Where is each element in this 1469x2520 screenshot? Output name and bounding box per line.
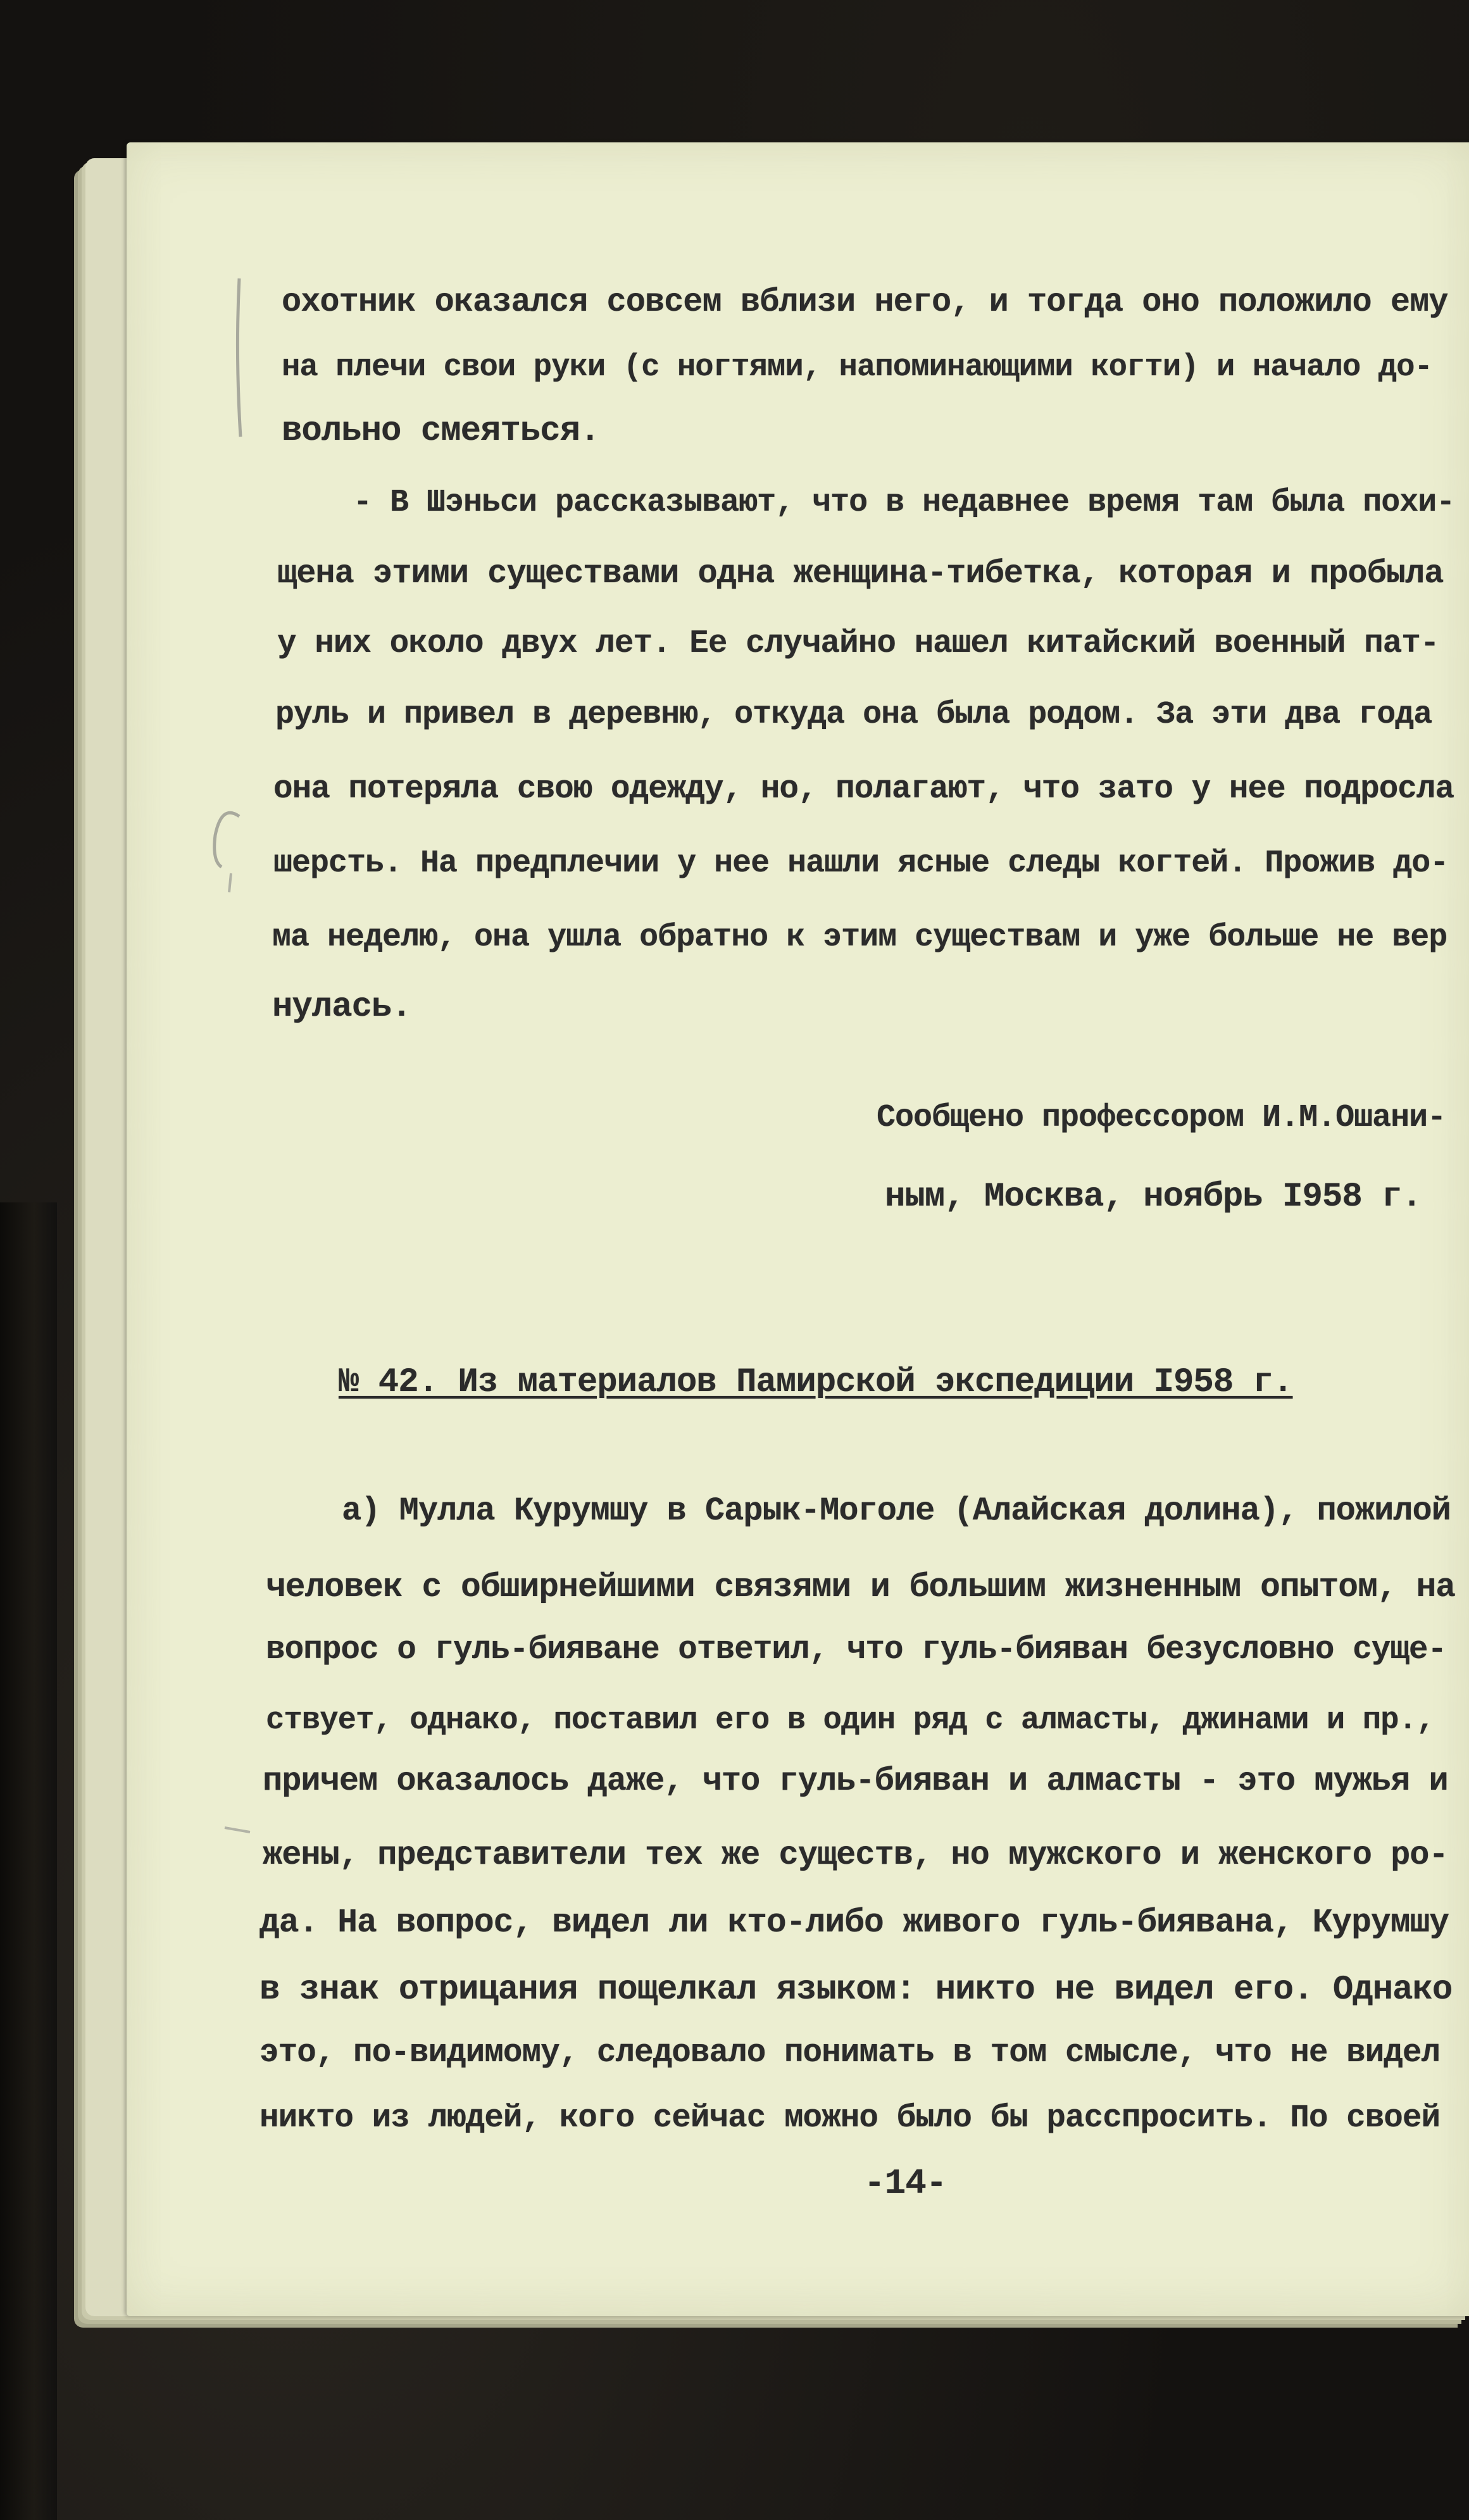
paragraph-3-line-4: ствует, однако, поставил его в один ряд с алмасты, джинами и пр., bbox=[266, 1702, 1435, 1738]
paragraph-2-line-1: - В Шэньси рассказывают, что в недавнее время там была похи- bbox=[353, 485, 1455, 521]
binder-strip bbox=[0, 1202, 57, 2520]
paragraph-3-line-2: человек с обширнейшими связями и большим жизненным опытом, на bbox=[266, 1568, 1456, 1606]
paragraph-1-line-3: вольно смеяться. bbox=[282, 412, 600, 451]
paragraph-2-line-2: щена этими существами одна женщина-тибетка, которая и пробыла bbox=[277, 555, 1444, 592]
paragraph-3-line-1: а) Мулла Курумшу в Сарык-Моголе (Алайская долина), пожилой bbox=[342, 1492, 1451, 1530]
paragraph-3-line-7: да. На вопрос, видел ли кто-либо живого гуль-биявана, Курумшу bbox=[259, 1904, 1449, 1942]
paragraph-3-line-8: в знак отрицания пощелкал языком: никто не видел его. Однако bbox=[259, 1971, 1453, 2009]
paragraph-2-line-3: у них около двух лет. Ее случайно нашел китайский военный пат- bbox=[277, 626, 1439, 662]
paragraph-1-line-1: охотник оказался совсем вблизи него, и тогда оно положило ему bbox=[282, 284, 1448, 321]
paragraph-3-line-3: вопрос о гуль-бияване ответил, что гуль-бияван безусловно суще- bbox=[266, 1632, 1447, 1668]
page-number: -14- bbox=[864, 2163, 947, 2204]
paragraph-2-line-6: шерсть. На предплечии у нее нашли ясные следы когтей. Прожив до- bbox=[273, 845, 1449, 882]
paragraph-2-line-5: она потеряла свою одежду, но, полагают, что зато у нее подросла bbox=[273, 771, 1454, 808]
paragraph-1-line-2: на плечи свои руки (с ногтями, напоминающими когти) и начало до- bbox=[282, 349, 1432, 385]
paragraph-3-line-9: это, по-видимому, следовало понимать в том смысле, что не видел bbox=[259, 2035, 1441, 2071]
section-heading: № 42. Из материалов Памирской экспедиции I958 г. bbox=[339, 1363, 1293, 1402]
paragraph-3-line-10: никто из людей, кого сейчас можно было бы расспросить. По своей bbox=[259, 2100, 1441, 2136]
attribution-line-1: Сообщено профессором И.М.Ошани- bbox=[877, 1100, 1446, 1136]
paragraph-2-line-7: ма неделю, она ушла обратно к этим существам и уже больше не вер bbox=[272, 920, 1447, 956]
paragraph-3-line-6: жены, представители тех же существ, но мужского и женского ро- bbox=[263, 1837, 1448, 1874]
paragraph-2-line-4: руль и привел в деревню, откуда она была родом. За эти два года bbox=[275, 697, 1432, 733]
paragraph-2-line-8: нулась. bbox=[272, 988, 411, 1026]
attribution-line-2: ным, Москва, ноябрь I958 г. bbox=[885, 1178, 1422, 1216]
paragraph-3-line-5: причем оказалось даже, что гуль-бияван и алмасты - это мужья и bbox=[263, 1762, 1448, 1800]
